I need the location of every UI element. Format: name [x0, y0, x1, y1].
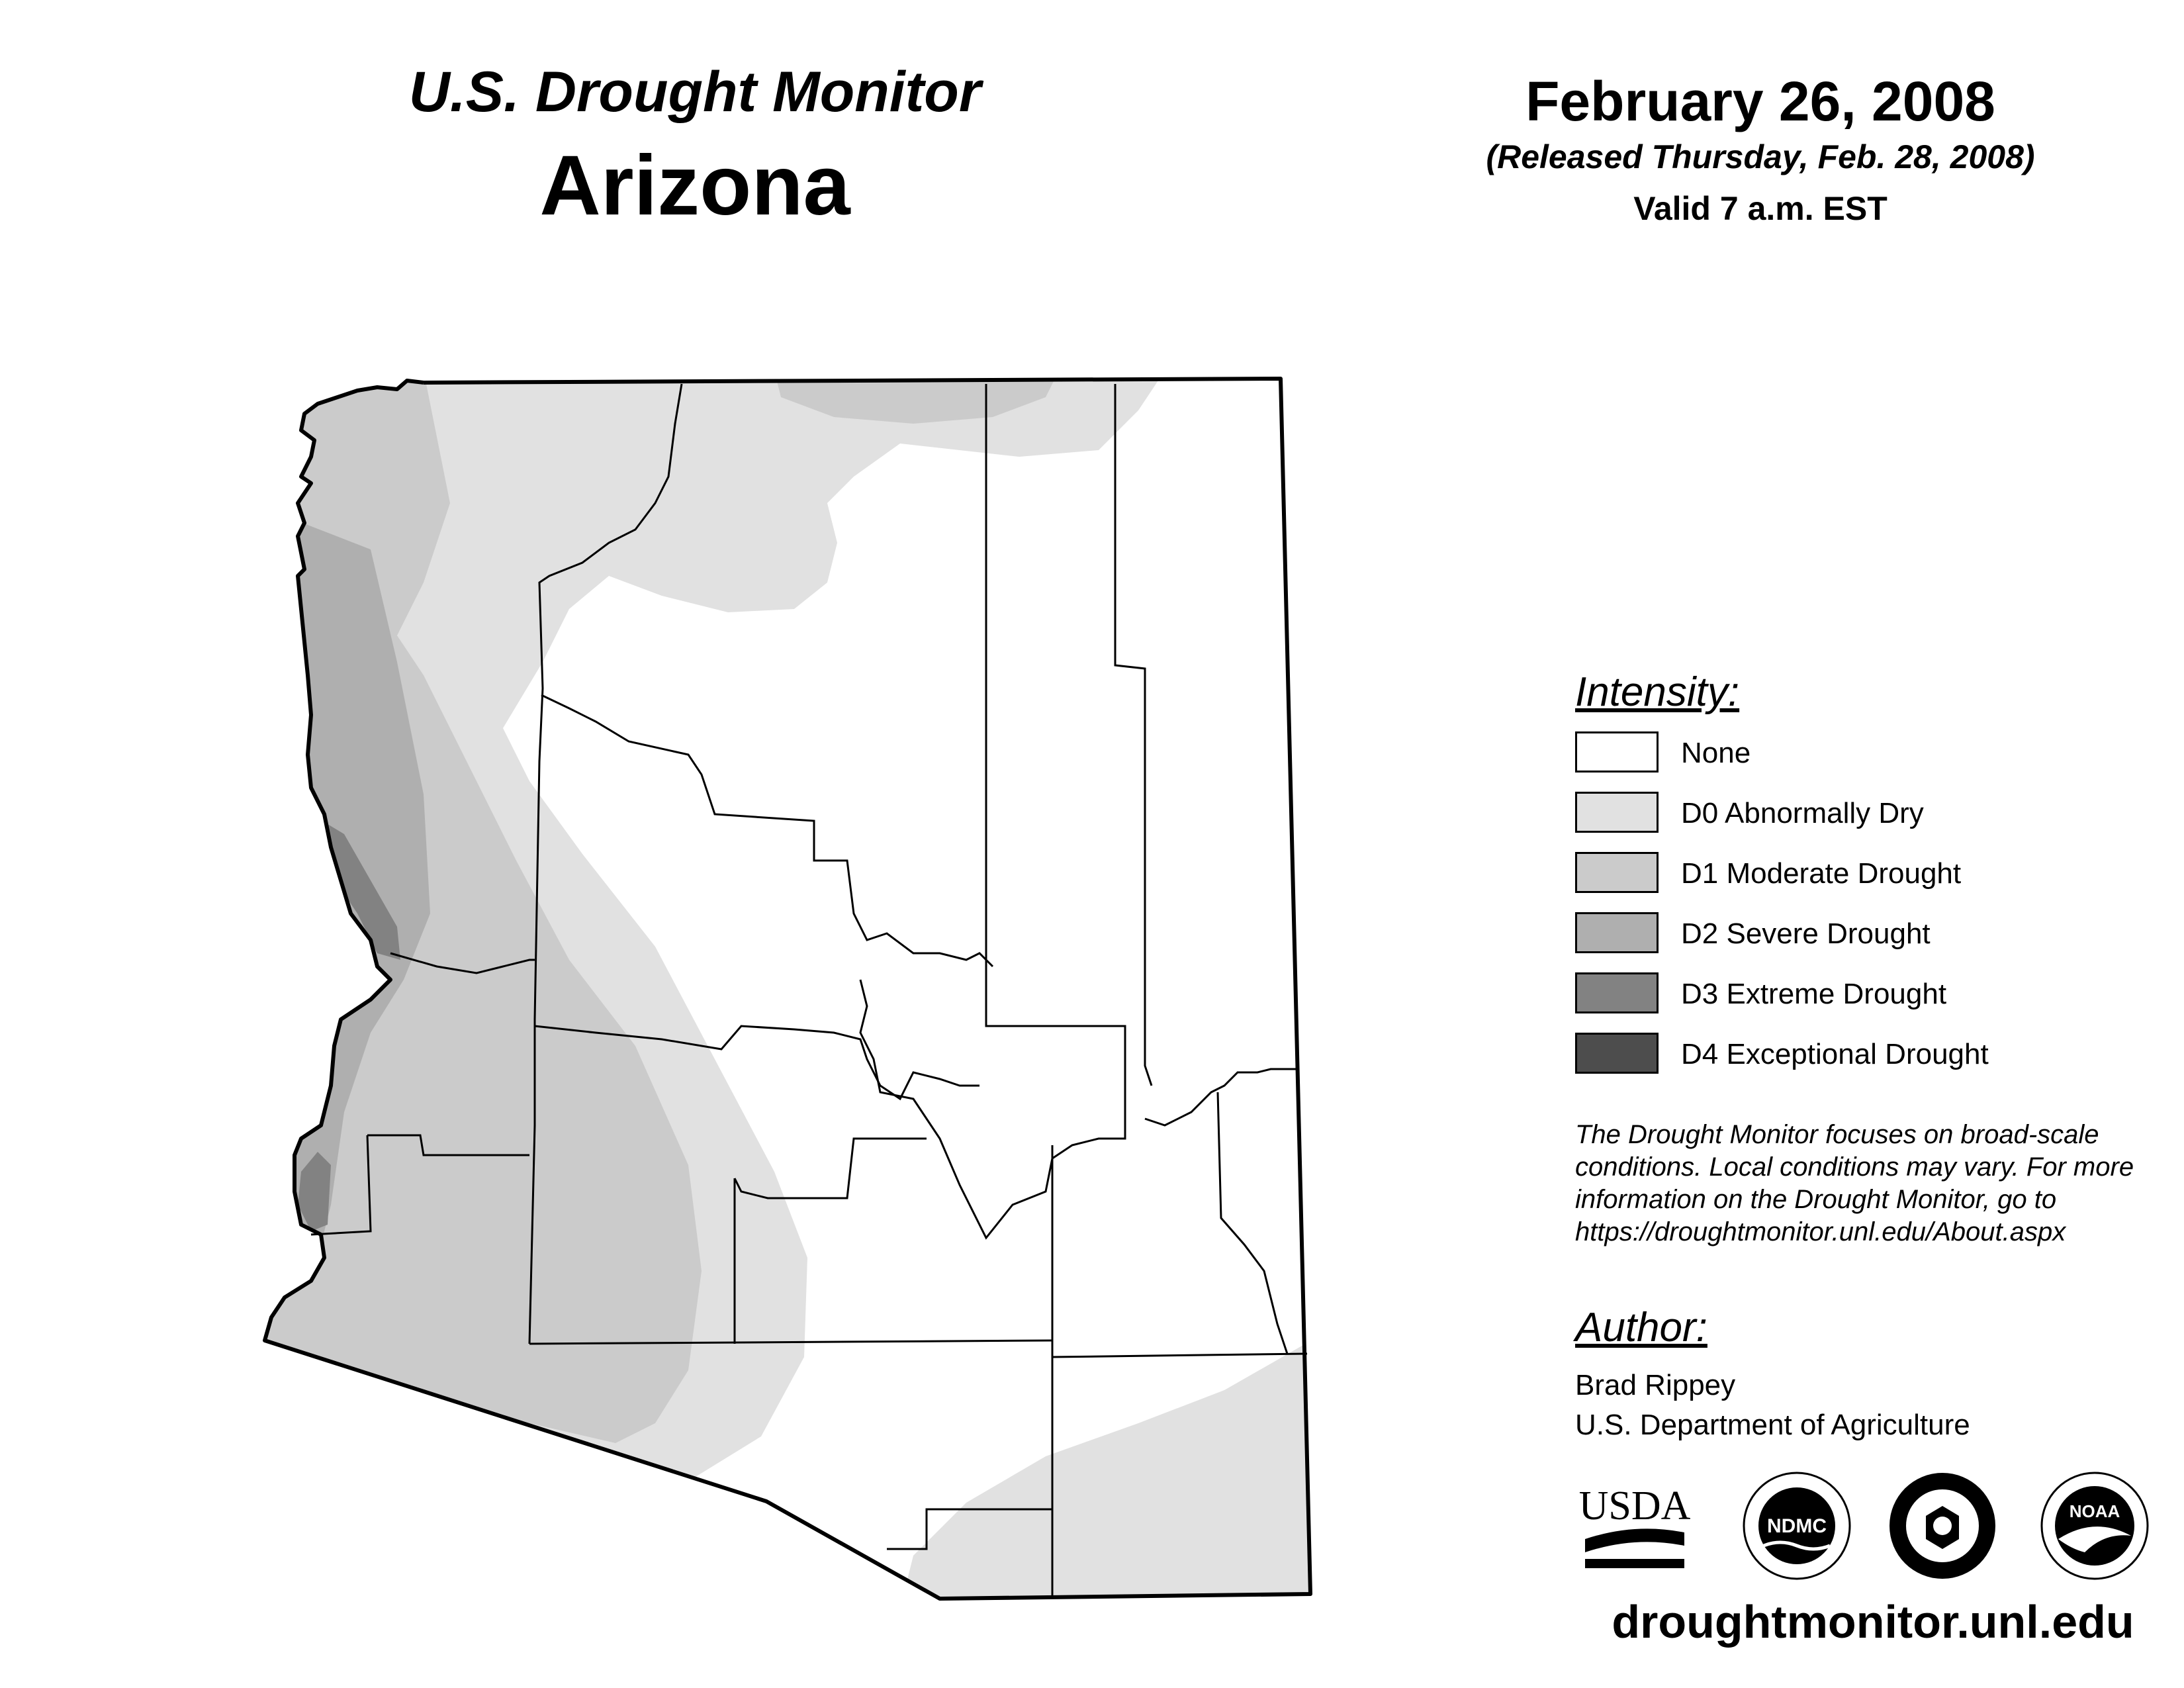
drought-shading: [251, 371, 1324, 1609]
legend-label: D4 Exceptional Drought: [1681, 1038, 1989, 1070]
usda-logo-text: USDA: [1578, 1483, 1691, 1528]
ndmc-logo: [1741, 1470, 1853, 1582]
disclaimer-note: [1575, 1119, 2171, 1248]
legend-label: D0 Abnormally Dry: [1681, 797, 1924, 829]
note-line: information on the Drought Monitor, go to: [1575, 1185, 2057, 1214]
legend-label: D1 Moderate Drought: [1681, 857, 1962, 890]
footer-url[interactable]: droughtmonitor.unl.edu: [1612, 1596, 2134, 1648]
d0-southeast-area: [900, 1337, 1324, 1609]
legend-item-d2: [1575, 912, 2171, 972]
author-org: U.S. Department of Agriculture: [1575, 1409, 1970, 1441]
map-date: February 26, 2008: [1525, 70, 1995, 132]
note-line: The Drought Monitor focuses on broad-scale: [1575, 1120, 2099, 1149]
noaa-logo-text: NOAA: [2069, 1501, 2120, 1521]
legend: [1575, 669, 2171, 1093]
legend-item-d1: [1575, 852, 2171, 912]
legend-item-d0: [1575, 792, 2171, 852]
legend-swatch-d0: [1575, 792, 1659, 833]
map-subtitle: U.S. Drought Monitor: [408, 60, 981, 124]
note-url[interactable]: https://droughtmonitor.unl.edu/About.aspx: [1575, 1217, 2066, 1246]
usda-logo: [1575, 1470, 1694, 1582]
note-line: conditions. Local conditions may vary. For more: [1575, 1152, 2134, 1182]
legend-swatch-none: [1575, 731, 1659, 773]
author-name: Brad Rippey: [1575, 1369, 1736, 1401]
legend-swatch-d4: [1575, 1033, 1659, 1074]
legend-swatch-d1: [1575, 852, 1659, 893]
agency-logos: [1575, 1470, 2171, 1582]
legend-label: None: [1681, 737, 1751, 769]
legend-label: D3 Extreme Drought: [1681, 978, 1947, 1010]
author-block: [1575, 1304, 2171, 1445]
state-title: Arizona: [539, 138, 850, 233]
author-heading: Author:: [1575, 1305, 1707, 1350]
release-date: (Released Thursday, Feb. 28, 2008): [1486, 138, 2035, 175]
legend-swatch-d3: [1575, 972, 1659, 1013]
valid-time: Valid 7 a.m. EST: [1633, 190, 1888, 227]
ndmc-logo-text: NDMC: [1767, 1515, 1827, 1537]
legend-item-none: [1575, 731, 2171, 792]
legend-item-d3: [1575, 972, 2171, 1033]
legend-label: D2 Severe Drought: [1681, 917, 1931, 950]
legend-heading: Intensity:: [1575, 669, 1740, 715]
noaa-logo: [2038, 1470, 2151, 1582]
legend-swatch-d2: [1575, 912, 1659, 953]
commerce-seal-logo: [1886, 1470, 1999, 1582]
legend-item-d4: [1575, 1033, 2171, 1093]
